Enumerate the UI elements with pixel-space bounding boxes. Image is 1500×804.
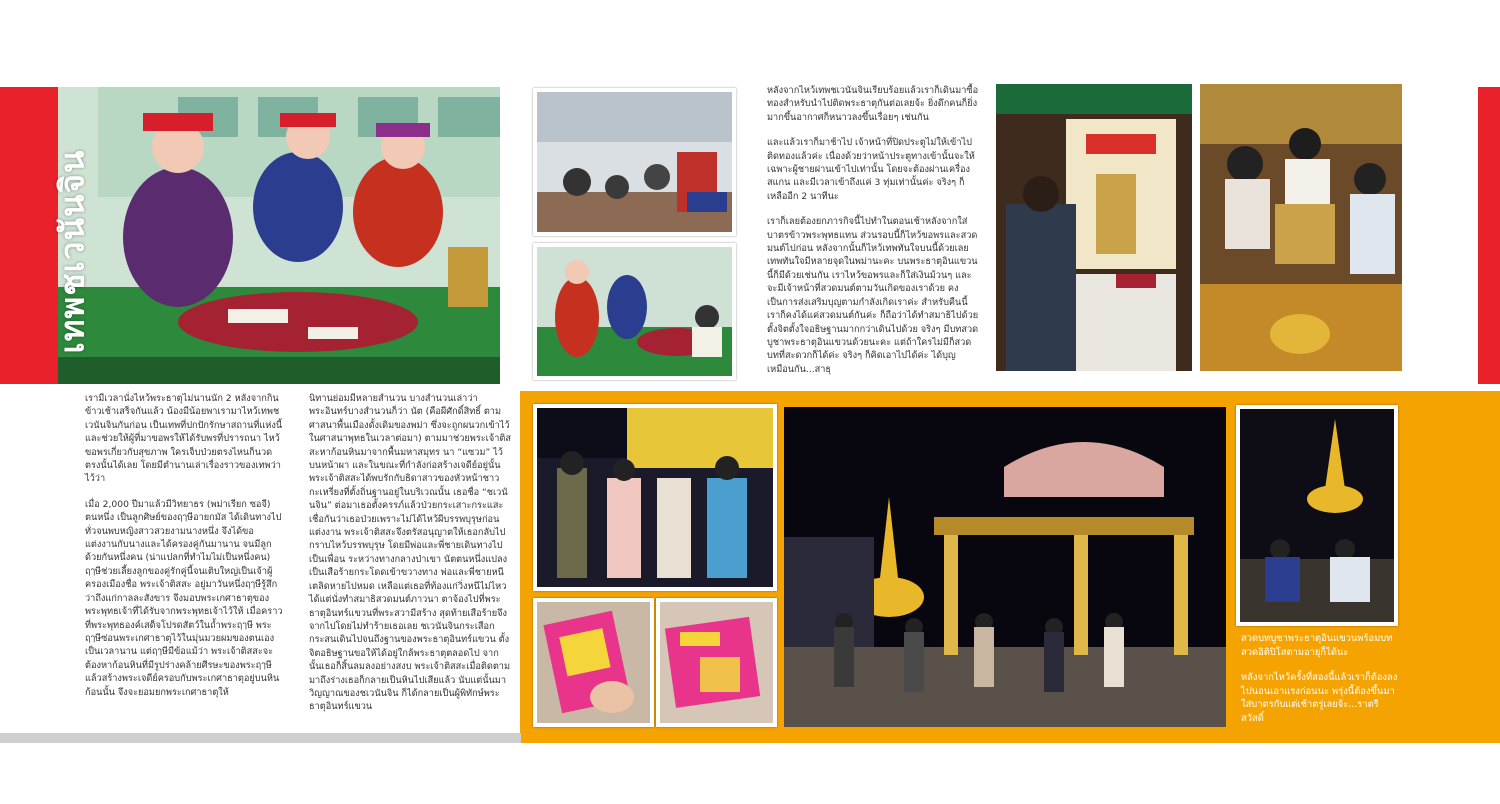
gold-leaf-photo-2	[656, 598, 777, 727]
paragraph: เรามีเวลานั่งไหว้พระธาตุไม่นานนัก 2 หลังจากกินข้าวเช้าเสร็จกันแล้ว น้องมีน้อยพาเรามาไหว้เทพชเวนันจินกันก่อน เป็นเทพที่ปกปักรักษาสถานที่แห่งนี้ และช่วยให้ผู้ที่มาขอพรให้ได้รับพรที่ปรารถนา ไหว้ขอพรเกี่ยวกับสุขภาพ ใครเจ็บป่วยตรงไหนก็นวดตรงนั้นได้เลย โดยมีตำนานเล่าเรื่องราวของเทพว่าไว้ว่า	[85, 393, 283, 485]
gold-leaf-photo-1	[533, 598, 654, 727]
caption-line: หลังจากไหว้ครั้งที่สองนี้แล้วเราก็ต้องลงไปนอนเอาแรงก่อนนะ พรุ่งนี้ต้องขึ้นมาใส่บาตรกับแต่เช้าตรู่เลยจ้ะ...ราตรีสวัสดิ์	[1241, 672, 1398, 724]
body-text-column-2	[309, 392, 511, 732]
gray-footer-bar	[0, 733, 521, 743]
praying-photo	[1200, 84, 1402, 371]
paragraph: หลังจากไหว้เทพชเวนันจินเรียบร้อยแล้วเราก็เดินมาซื้อทองสำหรับนำไปติดพระธาตุกันต่อเลยจ้ะ ยิ่งดึกคนก็ยิ่งมากขึ้นอากาศก็หนาวลงขึ้นเรื่อยๆ เช่นกัน	[767, 85, 979, 123]
red-edge-bar	[1478, 87, 1500, 384]
paragraph: และแล้วเราก็มาช้าไป เจ้าหน้าที่ปิดประตูไม่ให้เข้าไปติดทองแล้วค่ะ เนื่องด้วยว่าหน้าประตูทางเข้านั้นจะให้เฉพาะผู้ชายผ่านเข้าไปเท่านั้น โดยจะต้องผ่านเครื่องสแกน และมีเวลาเข้าถึงแค่ 3 ทุ่มเท่านั้นค่ะ จริงๆ ก็เหลืออีก 2 นาทีนะ	[767, 137, 975, 202]
paragraph: เราก็เลยต้องยกภารกิจนี้ไปทำในตอนเช้าหลังจากใส่บาตรข้าวพระพุทธแทน ส่วนรอบนี้ก็ไหว้ขอพรและสวดมนต์ไปก่อน หลังจากนั้นก็ไหว้เทพทันใจบนนี้ด้วยเลย เทพทันใจมีหลายจุดในพม่านะคะ บนพระธาตุอินแขวนนี้ก็มีด้วยเช่นกัน เราไหว้ขอพรและก็ใส่เงินม้วนๆ และจะมีเจ้าหน้าที่สวดมนต์ตามวันเกิดของเราด้วย คงเป็นการส่งเสริมบุญตามกำลังเกิดเราค่ะ สำหรับคืนนี้เราก็คงได้แค่สวดมนต์กันค่ะ ก็ถือว่าได้ทำสมาธิไปด้วย ตั้งจิตตั้งใจอธิษฐานมากกว่าเดินไปด้วย จริงๆ มีบทสวดบูชาพระธาตุอินแขวนด้วยนะคะ แต่ถ้าใครไม่มีก็สวดบทที่สะดวกก็ได้ค่ะ จริงๆ ก็คิดเอาไปได้ค่ะ ได้บุญเหมือนกัน...สาธุ	[767, 216, 979, 375]
body-text-column-1	[85, 392, 285, 722]
page-title: เทพชเวนันจิน	[52, 149, 92, 354]
market-photo	[533, 404, 777, 591]
shrine-photo	[996, 84, 1192, 371]
paragraph: นิทานย่อมมีหลายสำนวน บางสำนวนเล่าว่า พระอินทร์บางสำนวนก็ว่า นัต (คือผีศักดิ์สิทธิ์ ตามศาสนาพื้นเมืองดั้งเดิมของพม่า ซึ่งจะถูกผนวกเข้าไว้ในศาสนาพุทธในเวลาต่อมา) ตามมาช่วยพระเจ้าติสสะหาก้อนหินมาจากพื้นมหาสมุทร นา “แซวม” ไว้บนหน้าผา และในขณะที่กำลังก่อสร้างเจดีย์อยู่นั้น พระเจ้าติสสะได้พบรักกับธิดาสาวของหัวหน้าชาวกะเหรี่ยงที่ตั้งถิ่นฐานอยู่ในบริเวณนั้น เธอชื่อ “ชเวนันจิน” ต่อมาเธอตั้งครรภ์แล้วป่วยกระเสาะกระแสะ เชื่อกันว่าเธอป่วยเพราะไม่ได้ไหว้ผีบรรพบุรุษก่อนแต่งงาน พระเจ้าติสสะจึงตรัสอนุญาตให้เธอกลับไปกราบไหว้บรรพบุรุษ โดยมีพ่อและพี่ชายเดินทางไปเป็นเพื่อน ระหว่างทางกลางป่าเขา นัตตนหนึ่งแปลงเป็นเสือร้ายกระโดดเข้าขวางทาง พ่อและพี่ชายหนีเตลิดหายไปหมด เหลือแต่เธอที่ท้องแก่วิ่งหนีไม่ไหวได้แต่นั่งทำสมาธิสวดมนต์ภาวนา ตาจ้องไปที่พระธาตุอินทร์แขวนที่พระสวามีสร้าง สุดท้ายเสือร้ายจึงจากไปโดยไม่ทำร้ายเธอเลย ชเวนันจินกระเสือกกระสนเดินไปจนถึงฐานของพระธาตุอินทร์แขวน ตั้งจิตอธิษฐานขอให้ได้อยู่ใกล้พระธาตุตลอดไป จากนั้นเธอก็สิ้นลมลงอย่างสงบ พระเจ้าติสสะเมื่อติดตามมาถึงร่างเธอก็กลายเป็นหินไปเสียแล้ว นับแต่นั้นมาวิญญาณของชเวนันจิน ก็ได้กลายเป็นผู้พิทักษ์พระธาตุอินทร์แขวน	[309, 393, 511, 713]
body-text-column-3	[767, 84, 979, 374]
caption-line: สวดบทบูชาพระธาตุอินแขวนพร้อมบทสวดอิติปิโสตามอายุก็ได้นะ	[1241, 633, 1393, 658]
ritual-photo-2	[533, 243, 736, 380]
statue-photo	[58, 87, 500, 384]
photo-caption	[1241, 632, 1399, 727]
ritual-photo-1	[533, 88, 736, 236]
paragraph: เมื่อ 2,000 ปีมาแล้วมีวิทยาธร (พม่าเรียก ซอจี) ตนหนึ่ง เป็นลูกศิษย์ของฤๅษีอายกมัส ได้เดินทางไปทั่วจนพบหญิงสาวสวยงามนางหนึ่ง จึงได้ขอแต่งงานกับนางและได้ครองคู่กันมานาน จนมีลูกด้วยกันหนึ่งคน (น่าแปลกที่ทำไมไม่เป็นหนึ่งคน) ฤๅษีช่วยเลี้ยงลูกของคู่รักคู่นี้จนเติบใหญ่เป็นเจ้าผู้ครองเมืองชื่อ พระเจ้าติสสะ อยู่มาวันหนึ่งฤๅษีรู้สึกว่าถึงแก่กาลละสังขาร จึงมอบพระเกศาธาตุของพระพุทธเจ้าที่ได้รับจากพระพุทธเจ้าไว้ให้ เมื่อคราวที่พระพุทธองค์เสด็จโปรดสัตว์ในถ้ำพระฤๅษี พระฤๅษีซ่อนพระเกศาธาตุไว้ในมุ่นมวยผมของตนเองเป็นเวลานาน แต่ฤๅษีมีข้อแม้ว่า พระเจ้าติสสะจะต้องหาก้อนหินที่มีรูปร่างคล้ายศีรษะของพระฤๅษี แล้วสร้างพระเจดีย์ครอบกับพระเกศาธาตุอยู่บนหินก้อนนั้น จึงจะยอมยกพระเกศาธาตุให้	[85, 498, 283, 698]
night-pagoda-photo	[784, 407, 1226, 727]
worshippers-photo	[1236, 405, 1398, 626]
